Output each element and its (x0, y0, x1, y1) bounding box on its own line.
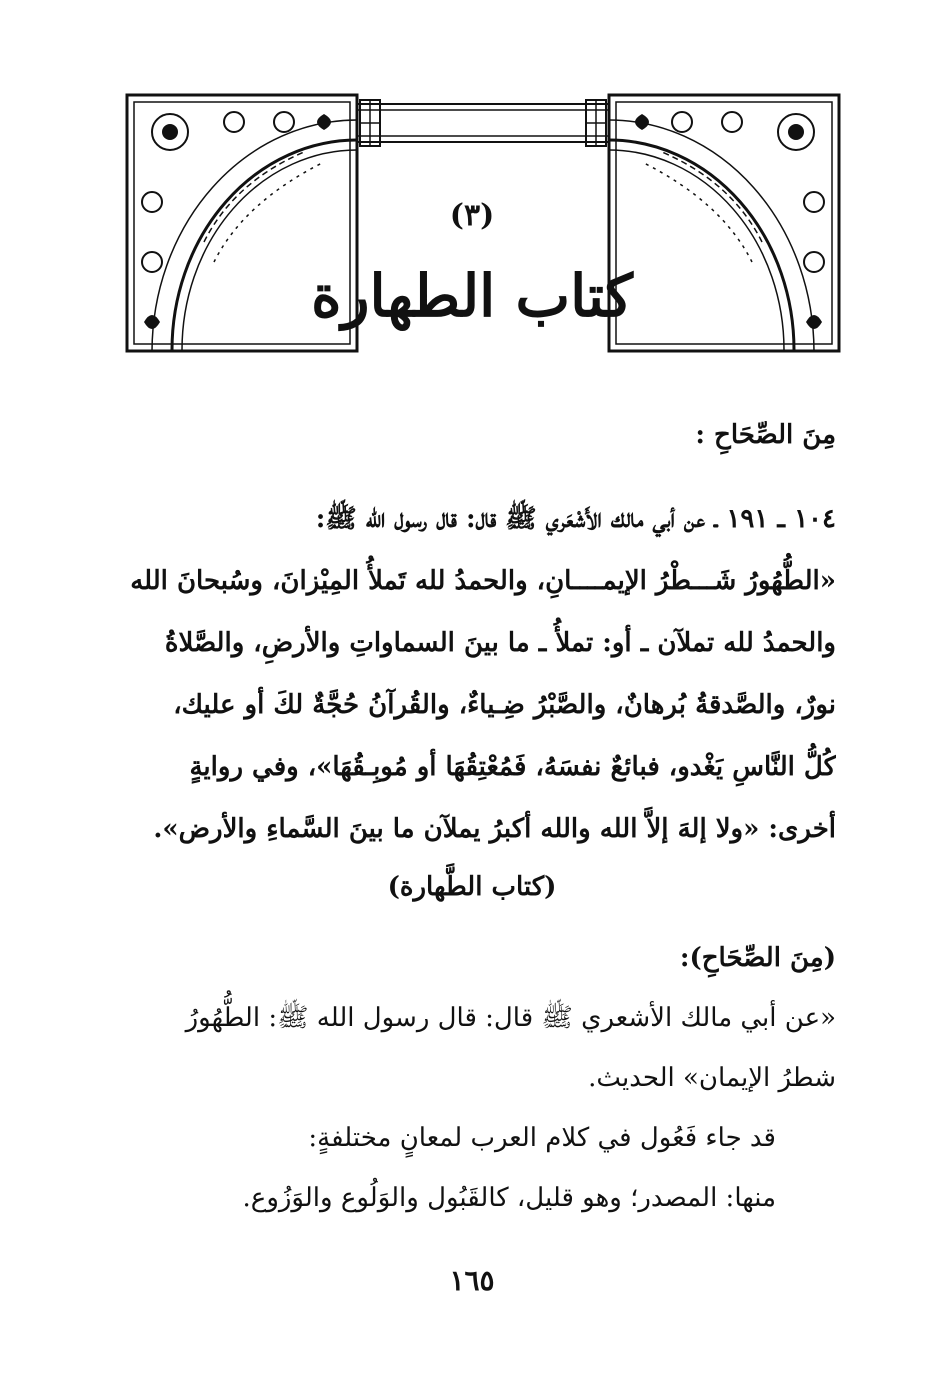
chapter-number: (٣) (449, 198, 495, 233)
chapter-title: كتاب الطهارة (311, 262, 633, 330)
section2-subheading: (مِنَ الصِّحَاحِ): (679, 943, 836, 973)
hadith-line: أخرى: «ولا إلهَ إلاَّ الله والله أكبرُ يملآن ما بينَ السَّماءِ والأرض». (153, 814, 836, 844)
top-bar (357, 100, 609, 146)
commentary-text (108, 928, 836, 1228)
page-number: ١٦٥ (449, 1264, 495, 1297)
hadith-line: نورٌ، والصَّدقةُ بُرهانٌ، والصَّبْرُ ضِـياءٌ، والقُرآنُ حُجَّةٌ لكَ أو عليك، (173, 690, 836, 720)
hadith-line: والحمدُ لله تملآن ـ أو: تملأُ ـ ما بينَ السماواتِ والأرضِ، والصَّلاةُ (164, 628, 836, 658)
commentary-line: «عن أبي مالك الأشعري ﷺ قال: قال رسول الله ﷺ: الطُّهُورُ (185, 1003, 836, 1033)
hadith-line: «الطُّهُورُ شَـــطْرُ الإيمــــانِ، والحمدُ لله تَملأُ المِيْزانَ، وسُبحانَ الله (130, 566, 836, 596)
commentary-line: قد جاء فَعُول في كلام العرب لمعانٍ مختلفةٍ: (308, 1123, 776, 1153)
hadith-line: كُلُّ النَّاسِ يَغْدو، فبائعٌ نفسَهُ، فَمُعْتِقُهَا أو مُوبِـقُهَا»، وفي روايةٍ (189, 752, 836, 782)
hadith-text (108, 488, 836, 860)
section2-heading: (كتاب الطَّهارة) (387, 872, 557, 902)
commentary-line: منها: المصدر؛ وهو قليل، كالقَبُول والوَلُوع والوَزُوع. (242, 1183, 776, 1213)
hadith-line: ١٠٤ ـ ١٩١ ـ عن أبي مالك الأَشْعَري ﷺ قال: قال رسول الله ﷺ: (315, 504, 836, 534)
commentary-line: شطرُ الإيمان» الحديث. (588, 1063, 836, 1093)
section1-heading-block (108, 404, 836, 466)
section1-heading: مِنَ الصِّحَاحِ : (695, 420, 836, 450)
